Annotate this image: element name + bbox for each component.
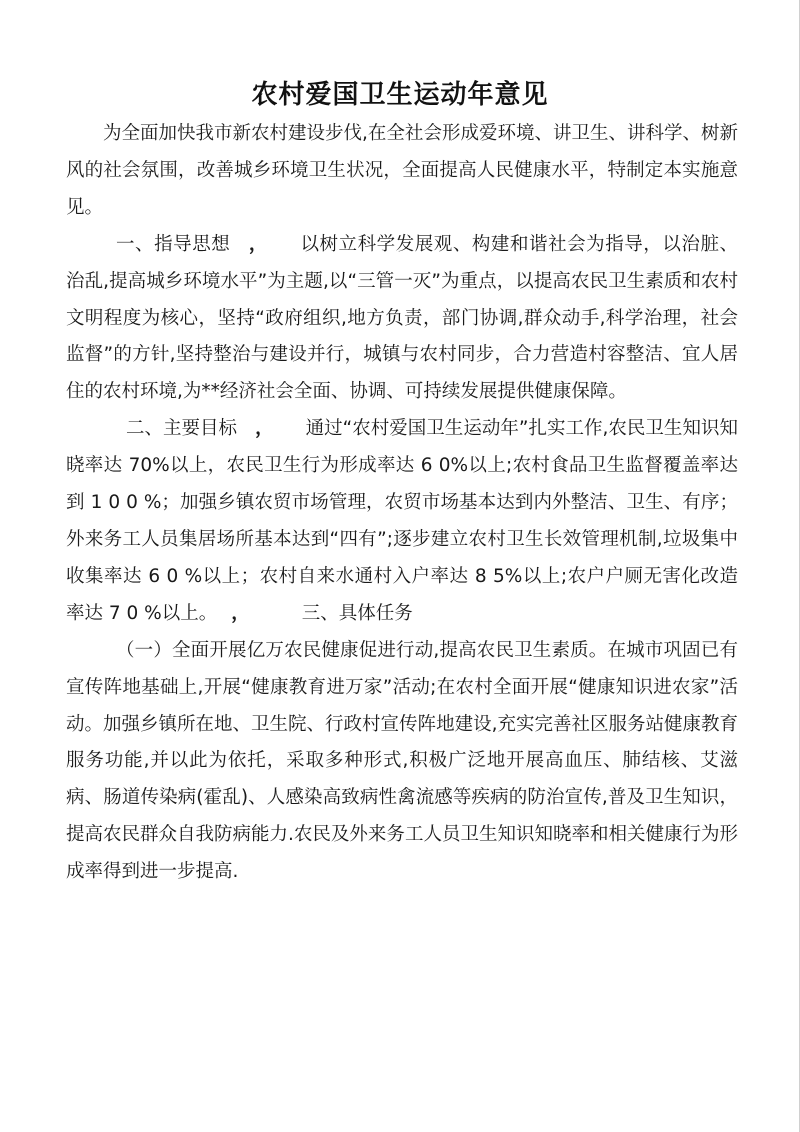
section-heading: 一、指导思想 bbox=[116, 233, 231, 255]
inline-mark: ， bbox=[248, 233, 268, 255]
section-text: 通过“农村爱国卫生运动年”扎实工作,农民卫生知识知晓率达 70%以上，农民卫生行为形成率达 6 0%以上;农村食品卫生监督覆盖率达到 1 0 0 %；加强乡镇农贸市场管理，农贸市场基本达到内外整洁、卫生、有序；外来务工人员集居场所基本达到“四有”;逐步建立农村卫生长效管理机制,垃圾集中收集率达 6 0 %以上；农村自来水通村入户率达 8 5%以上;农户户厕无害化改造率达 7 0 %以上。 bbox=[66, 418, 738, 624]
intro-paragraph: 为全面加快我市新农村建设步伐,在全社会形成爱环境、讲卫生、讲科学、树新风的社会氛围，改善城乡环境卫生状况，全面提高人民健康水平，特制定本实施意见。 bbox=[66, 123, 738, 218]
section-specific-tasks-item-1: （一）全面开展亿万农民健康促进行动,提高农民卫生素质。在城市巩固已有宣传阵地基础上,开展“健康教育进万家”活动;在农村全面开展“健康知识进农家”活动。加强乡镇所在地、卫生院、行政村宣传阵地建设,充实完善社区服务站健康教育服务功能,并以此为依托，采取多种形式,积极广泛地开展高血压、肺结核、艾滋病、肠道传染病(霍乱)、人感染高致病性禽流感等疾病的防治宣传,普及卫生知识，提高农民群众自我防病能力.农民及外来务工人员卫生知识知晓率和相关健康行为形成率得到进一步提高. bbox=[66, 639, 738, 883]
section-main-goals bbox=[66, 411, 738, 632]
inline-mark: ， bbox=[231, 602, 250, 624]
section-heading: 二、主要目标 bbox=[126, 418, 238, 440]
document-title: 农村爱国卫生运动年意见 bbox=[251, 80, 549, 110]
inline-mark: ， bbox=[255, 418, 274, 440]
section-guiding-ideology bbox=[66, 227, 738, 412]
section-text: 以树立科学发展观、构建和谐社会为指导，以治脏、治乱,提高城乡环境水平”为主题,以“三管一灭”为重点，以提高农民卫生素质和农村文明程度为核心，坚持“政府组织,地方负责，部门协调,群众动手,科学治理，社会监督”的方针,坚持整治与建设并行，城镇与农村同步，合力营造村容整洁、宜人居住的农村环境,为**经济社会全面、协调、可持续发展提供健康保障。 bbox=[66, 233, 738, 403]
section-heading: 三、具体任务 bbox=[301, 602, 413, 624]
document-body bbox=[66, 116, 738, 891]
